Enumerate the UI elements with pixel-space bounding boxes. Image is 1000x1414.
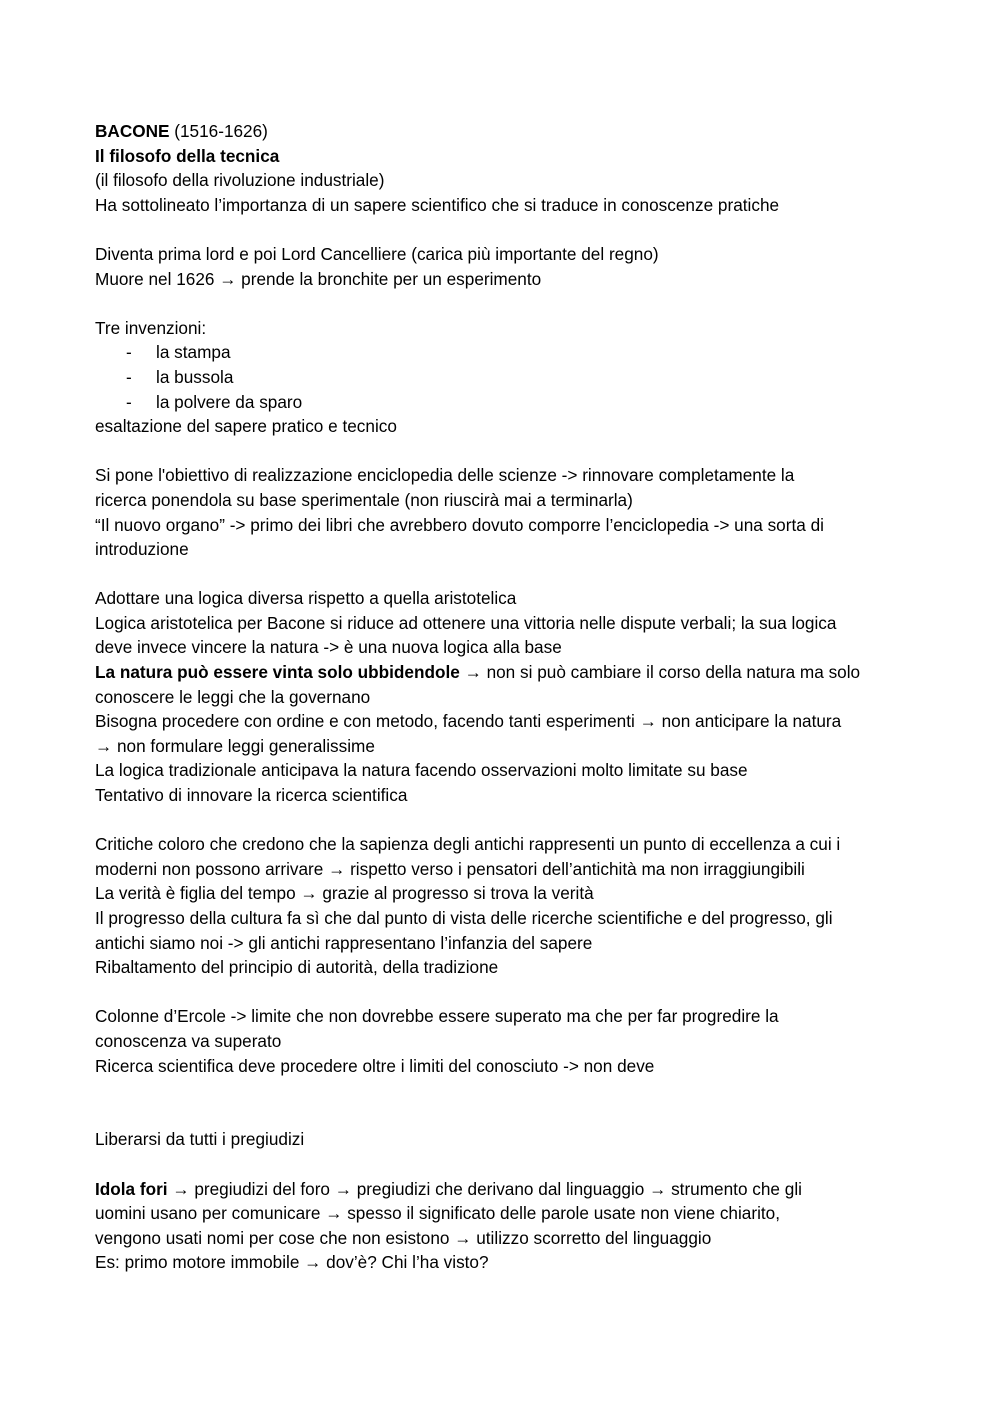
document-title bbox=[95, 119, 915, 144]
hercules-line: Ricerca scientifica deve procedere oltre i limiti del conosciuto -> non deve bbox=[95, 1055, 655, 1076]
idola-line: uomini usano per comunicare → spesso il significato delle parole usate non viene chiarito, bbox=[95, 1203, 781, 1224]
paragraph-spacer bbox=[95, 980, 915, 1005]
bullet-marker: - bbox=[126, 342, 132, 363]
bullet-marker: - bbox=[126, 391, 132, 412]
prejudices-heading: Liberarsi da tutti i pregiudizi bbox=[95, 1129, 305, 1150]
encyclopedia-line: introduzione bbox=[95, 539, 189, 560]
bio-line: Muore nel 1626 → prende la bronchite per un esperimento bbox=[95, 268, 542, 289]
intro-line: (il filosofo della rivoluzione industriale) bbox=[95, 170, 385, 191]
bullet-marker: - bbox=[126, 366, 132, 387]
idola-definition: → pregiudizi del foro → pregiudizi che derivano dal linguaggio → strumento che gli bbox=[167, 1178, 802, 1199]
ancients-line: moderni non possono arrivare → rispetto verso i pensatori dell’antichità ma non irraggiungibili bbox=[95, 858, 805, 879]
logic-line: → non formulare leggi generalissime bbox=[95, 735, 375, 756]
paragraph-spacer bbox=[95, 1078, 915, 1127]
ancients-line: antichi siamo noi -> gli antichi rappresentano l’infanzia del sapere bbox=[95, 932, 593, 953]
idola-line: Es: primo motore immobile → dov’è? Chi l’ha visto? bbox=[95, 1252, 489, 1273]
list-item bbox=[95, 390, 915, 415]
list-item-text: la stampa bbox=[156, 342, 231, 363]
paragraph-spacer bbox=[95, 291, 915, 316]
intro-line: Ha sottolineato l’importanza di un sapere scientifico che si traduce in conoscenze pratiche bbox=[95, 194, 780, 215]
ancients-line: Il progresso della cultura fa sì che dal punto di vista delle ricerche scientifiche e del progresso, gli bbox=[95, 908, 833, 928]
paragraph-spacer bbox=[95, 808, 915, 833]
logic-line: deve invece vincere la natura -> è una nuova logica alla base bbox=[95, 637, 562, 658]
nature-statement: La natura può essere vinta solo ubbidendole bbox=[95, 662, 460, 683]
logic-line: conoscere le leggi che la governano bbox=[95, 686, 371, 707]
logic-line bbox=[95, 660, 915, 685]
idola-line: vengono usati nomi per cose che non esistono → utilizzo scorretto del linguaggio bbox=[95, 1227, 712, 1248]
encyclopedia-line: “Il nuovo organo” -> primo dei libri che avrebbero dovuto comporre l’enciclopedia -> una sorta di bbox=[95, 514, 824, 535]
list-item-text: la polvere da sparo bbox=[156, 391, 303, 412]
hercules-line: Colonne d’Ercole -> limite che non dovrebbe essere superato ma che per far progredire la bbox=[95, 1006, 779, 1027]
idola-term: Idola fori bbox=[95, 1178, 168, 1199]
paragraph-spacer bbox=[95, 1152, 915, 1177]
logic-line: Adottare una logica diversa rispetto a quella aristotelica bbox=[95, 588, 517, 609]
ancients-line: Ribaltamento del principio di autorità, della tradizione bbox=[95, 957, 499, 978]
logic-line: Tentativo di innovare la ricerca scientifica bbox=[95, 785, 408, 806]
encyclopedia-line: Si pone l'obiettivo di realizzazione enciclopedia delle scienze -> rinnovare completamente la bbox=[95, 465, 795, 486]
document-subtitle: Il filosofo della tecnica bbox=[95, 145, 280, 166]
paragraph-spacer bbox=[95, 562, 915, 587]
list-item bbox=[95, 365, 915, 390]
inventions-heading: Tre invenzioni: bbox=[95, 317, 207, 338]
hercules-line: conoscenza va superato bbox=[95, 1030, 282, 1051]
inventions-summary: esaltazione del sapere pratico e tecnico bbox=[95, 416, 397, 437]
logic-line: Bisogna procedere con ordine e con metodo, facendo tanti esperimenti → non anticipare la natura bbox=[95, 711, 842, 732]
logic-line: La logica tradizionale anticipava la natura facendo osservazioni molto limitate su base bbox=[95, 760, 748, 781]
document-body bbox=[95, 119, 915, 1275]
list-item-text: la bussola bbox=[156, 366, 234, 387]
bio-line: Diventa prima lord e poi Lord Cancelliere (carica più importante del regno) bbox=[95, 243, 659, 264]
logic-line: Logica aristotelica per Bacone si riduce ad ottenere una vittoria nelle dispute verbali; la sua logica bbox=[95, 612, 837, 633]
ancients-line: Critiche coloro che credono che la sapienza degli antichi rappresenti un punto di eccellenza a cui i bbox=[95, 834, 841, 855]
nature-statement-rest: → non si può cambiare il corso della natura ma solo bbox=[459, 662, 861, 683]
title-dates: (1516-1626) bbox=[169, 121, 268, 141]
paragraph-spacer bbox=[95, 217, 915, 242]
list-item bbox=[95, 340, 915, 365]
title-name: BACONE bbox=[95, 121, 170, 141]
ancients-line: La verità è figlia del tempo → grazie al progresso si trova la verità bbox=[95, 883, 594, 904]
idola-line bbox=[95, 1177, 915, 1202]
encyclopedia-line: ricerca ponendola su base sperimentale (non riuscirà mai a terminarla) bbox=[95, 489, 633, 510]
paragraph-spacer bbox=[95, 439, 915, 464]
